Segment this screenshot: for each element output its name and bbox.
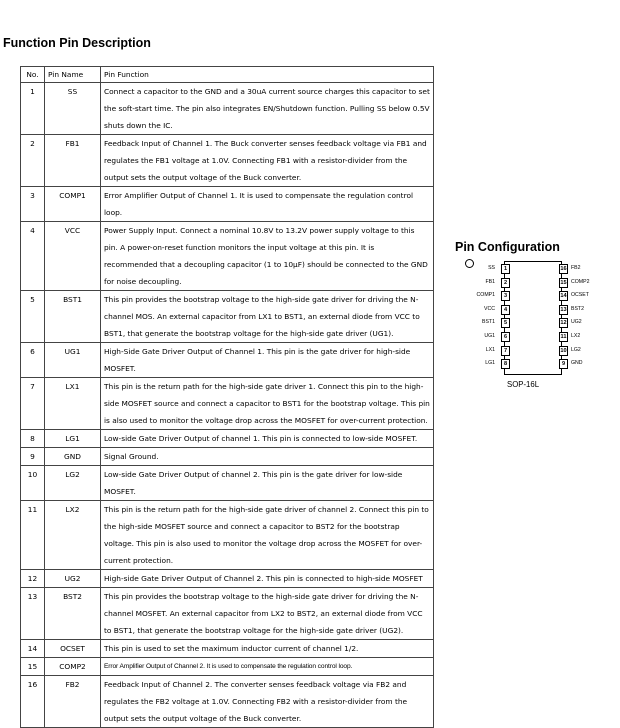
- pin-number-right: 12: [560, 320, 567, 327]
- table-header-row: [21, 67, 434, 83]
- pin-number-cell: 10: [21, 466, 45, 501]
- pin-number-cell: 15: [21, 658, 45, 676]
- pin-function-cell: Error Amplifier Output of Channel 2. It is used to compensate the regulation control loop.: [101, 658, 434, 676]
- pin-number-left: 7: [501, 346, 510, 356]
- table-row: [21, 291, 434, 343]
- pin-label-right: LX2: [571, 333, 581, 339]
- pin-number-right: 15: [560, 279, 567, 286]
- table-row: [21, 640, 434, 658]
- pin-number-left: 5: [501, 318, 510, 328]
- pin1-marker-circle: [465, 259, 474, 268]
- header-pin-name: Pin Name: [45, 67, 101, 83]
- pin-number-left: 2: [501, 278, 510, 288]
- pin-configuration-diagram: [455, 256, 605, 396]
- pin-label-left: FB1: [485, 278, 495, 285]
- pin-label-right: GND: [571, 360, 583, 367]
- pin-number-cell: 1: [21, 83, 45, 135]
- header-pin-function: Pin Function: [101, 67, 434, 83]
- pin-function-cell: Feedback Input of Channel 2. The converter senses feedback voltage via FB2 and regulates the FB2 voltage at 1.0V. Connecting FB2 with a resistor-divider from the output sets the output voltage of the Buck converter.: [101, 676, 434, 728]
- pin-number-cell: 14: [21, 640, 45, 658]
- package-label: SOP-16L: [507, 380, 540, 389]
- pin-label-left: VCC: [484, 305, 495, 312]
- pin-number-cell: 7: [21, 378, 45, 430]
- table-row: [21, 343, 434, 378]
- pin-label-right: FB2: [571, 265, 581, 271]
- pin-label-left: BST1: [482, 319, 495, 326]
- pin-name-cell: UG1: [45, 343, 101, 378]
- pin-number-right: 9: [559, 359, 568, 369]
- pin-function-cell: Connect a capacitor to the GND and a 30uA current source charges this capacitor to set the soft-start time. The pin also integrates EN/Shutdown function. Pulling SS below 0.5V shuts down the IC.: [101, 83, 434, 135]
- pin-function-cell: Error Amplifier Output of Channel 1. It is used to compensate the regulation control loop.: [101, 187, 434, 222]
- table-row: [21, 448, 434, 466]
- pin-name-cell: LX1: [45, 378, 101, 430]
- pin-number-right: 13: [560, 306, 567, 313]
- pin-name-cell: GND: [45, 448, 101, 466]
- pin-number-cell: 2: [21, 135, 45, 187]
- table-row: [21, 378, 434, 430]
- table-row: [21, 588, 434, 640]
- table-row: [21, 83, 434, 135]
- table-row: [21, 135, 434, 187]
- pin-function-cell: Power Supply Input. Connect a nominal 10.8V to 13.2V power supply voltage to this pin. A power-on-reset function monitors the input voltage at this pin. It is recommended that a decoupling capacitor (1 to 10μF) should be connected to the GND for noise decoupling.: [101, 222, 434, 291]
- pin-number-cell: 13: [21, 588, 45, 640]
- pin-function-cell: This pin provides the bootstrap voltage to the high-side gate driver for driving the N-channel MOSFET. An external capacitor from LX2 to BST2, an external diode from VCC to BST1, that generate the bootstrap voltage for the high-side gate driver (UG2).: [101, 588, 434, 640]
- pin-number-cell: 8: [21, 430, 45, 448]
- pin-number-right: 11: [560, 334, 567, 340]
- pin-name-cell: FB2: [45, 676, 101, 728]
- table-row: [21, 222, 434, 291]
- pin-name-cell: BST2: [45, 588, 101, 640]
- pin-number-cell: 12: [21, 570, 45, 588]
- pin-label-right: OCSET: [571, 292, 589, 299]
- header-no: No.: [21, 67, 45, 83]
- pin-function-cell: This pin is used to set the maximum inductor current of channel 1/2.: [101, 640, 434, 658]
- pin-number-cell: 3: [21, 187, 45, 222]
- pin-number-cell: 4: [21, 222, 45, 291]
- pin-number-left: 3: [501, 291, 510, 301]
- pin-number-right: 10: [560, 347, 567, 354]
- pin-function-cell: High-side Gate Driver Output of Channel 2. This pin is connected to high-side MOSFET: [101, 570, 434, 588]
- pin-label-left: UG1: [484, 333, 495, 339]
- pin-name-cell: LG1: [45, 430, 101, 448]
- pin-label-left: SS: [488, 265, 495, 271]
- pin-label-right: COMP2: [571, 278, 590, 285]
- pin-number-left: 8: [501, 359, 510, 369]
- pin-number-left: 4: [501, 305, 510, 315]
- pin-function-table: [20, 66, 434, 728]
- table-row: [21, 570, 434, 588]
- pin-label-left: COMP1: [476, 292, 495, 299]
- pin-number-cell: 11: [21, 501, 45, 570]
- pin-name-cell: BST1: [45, 291, 101, 343]
- pin-name-cell: OCSET: [45, 640, 101, 658]
- table-row: [21, 466, 434, 501]
- table-row: [21, 501, 434, 570]
- pin-number-cell: 6: [21, 343, 45, 378]
- pin-function-cell: Feedback Input of Channel 1. The Buck converter senses feedback voltage via FB1 and regulates the FB1 voltage at 1.0V. Connecting FB1 with a resistor-divider from the output sets the output voltage of the Buck converter.: [101, 135, 434, 187]
- pin-name-cell: COMP2: [45, 658, 101, 676]
- pin-label-right: BST2: [571, 305, 584, 312]
- table-row: [21, 676, 434, 728]
- pin-function-cell: This pin is the return path for the high-side gate driver 1. Connect this pin to the high-side MOSFET source and connect a capacitor to BST1 for the bootstrap voltage. This pin is also used to monitor the voltage drop across the MOSFET for over-current protection.: [101, 378, 434, 430]
- pin-function-cell: High-Side Gate Driver Output of Channel 1. This pin is the gate driver for high-side MOSFET.: [101, 343, 434, 378]
- pin-number-left: 1: [501, 264, 510, 274]
- chip-body: [504, 261, 562, 375]
- pin-config-title: Pin Configuration: [455, 240, 560, 254]
- table-row: [21, 187, 434, 222]
- pin-name-cell: FB1: [45, 135, 101, 187]
- pin-label-left: LX1: [485, 346, 495, 353]
- table-row: [21, 658, 434, 676]
- pin-number-right: 14: [560, 293, 567, 300]
- pin-number-cell: 9: [21, 448, 45, 466]
- pin-function-cell: Low-side Gate Driver Output of channel 1. This pin is connected to low-side MOSFET.: [101, 430, 434, 448]
- pin-name-cell: SS: [45, 83, 101, 135]
- pin-name-cell: LG2: [45, 466, 101, 501]
- pin-function-cell: Signal Ground.: [101, 448, 434, 466]
- pin-label-right: UG2: [571, 319, 582, 326]
- pin-function-cell: This pin provides the bootstrap voltage to the high-side gate driver for driving the N-channel MOS. An external capacitor from LX1 to BST1, an external diode from VCC to BST1, that generate the bootstrap voltage for the high-side gate driver (UG1).: [101, 291, 434, 343]
- pin-number-cell: 5: [21, 291, 45, 343]
- pin-name-cell: LX2: [45, 501, 101, 570]
- pin-function-cell: This pin is the return path for the high-side gate driver of channel 2. Connect this pin to the high-side MOSFET source and connect a capacitor to BST2 for the bootstrap voltage. This pin is also used to monitor the voltage drop across the MOSFET for over-current protection.: [101, 501, 434, 570]
- pin-label-left: LG1: [485, 360, 495, 367]
- pin-name-cell: COMP1: [45, 187, 101, 222]
- pin-function-cell: Low-side Gate Driver Output of channel 2. This pin is the gate driver for low-side MOSFET.: [101, 466, 434, 501]
- pin-number-right: 16: [560, 266, 567, 272]
- pin-name-cell: VCC: [45, 222, 101, 291]
- table-row: [21, 430, 434, 448]
- pin-name-cell: UG2: [45, 570, 101, 588]
- pin-number-left: 6: [501, 332, 510, 342]
- pin-number-cell: 16: [21, 676, 45, 728]
- section-title: Function Pin Description: [3, 36, 151, 50]
- pin-label-right: LG2: [571, 346, 581, 353]
